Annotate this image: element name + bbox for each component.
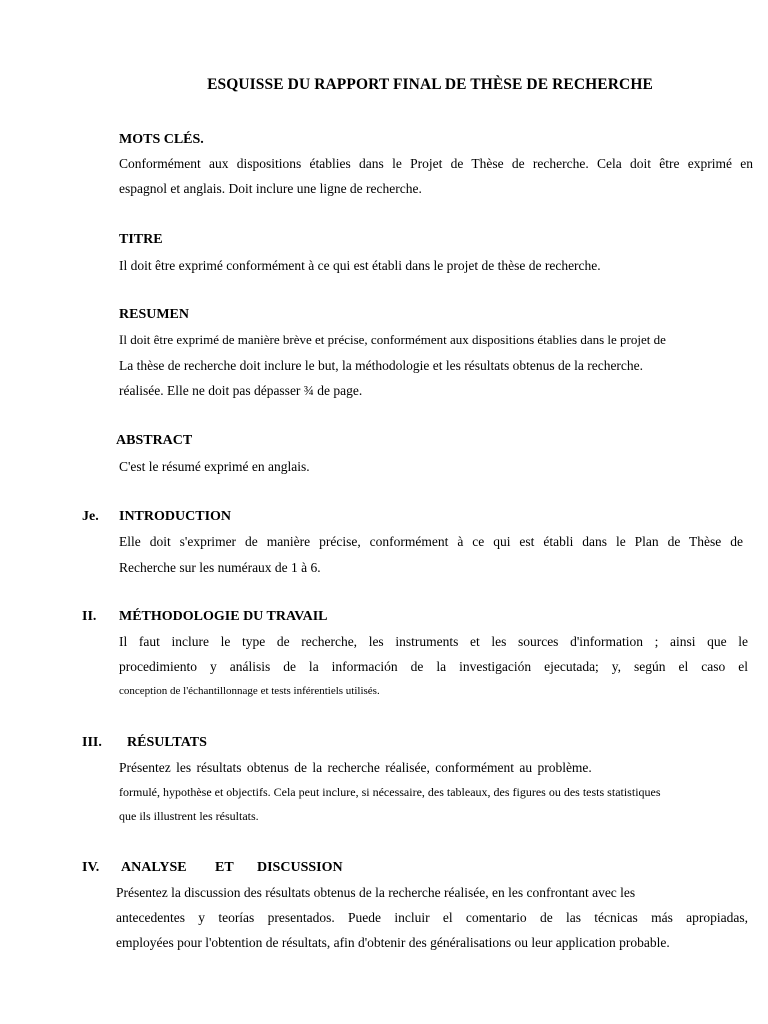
section-number: III. [82, 735, 102, 750]
paragraph-line: Il faut inclure le type de recherche, les instruments et les sources d'information ; ainsi que le [119, 634, 748, 649]
section-number: II. [82, 609, 97, 624]
section-heading-titre: TITRE [119, 232, 163, 247]
paragraph-line: procedimiento y análisis de la información de la investigación ejecutada; y, según el caso el [119, 659, 748, 674]
section-number: IV. [82, 860, 100, 875]
section-heading-discussion: DISCUSSION [257, 860, 343, 875]
paragraph-line: conception de l'échantillonnage et tests inférentiels utilisés. [119, 685, 380, 697]
section-heading-analyse: ANALYSE [121, 860, 187, 875]
paragraph-line: Il doit être exprimé de manière brève et précise, conformément aux dispositions établies dans le projet de [119, 332, 666, 347]
paragraph-line: formulé, hypothèse et objectifs. Cela peut inclure, si nécessaire, des tableaux, des figures ou des tests statistiques [119, 785, 661, 799]
section-heading-resumen: RESUMEN [119, 307, 190, 322]
paragraph-line: que ils illustrent les résultats. [119, 809, 259, 823]
paragraph-line: Conformément aux dispositions établies dans le Projet de Thèse de recherche. Cela doit être exprimé en [119, 156, 753, 171]
paragraph-line: Elle doit s'exprimer de manière précise, conformément à ce qui est établi dans le Plan de Thèse de [119, 534, 743, 549]
paragraph-line: Il doit être exprimé conformément à ce qui est établi dans le projet de thèse de recherche. [119, 258, 601, 273]
section-heading-resultats: RÉSULTATS [127, 735, 207, 750]
paragraph-line: La thèse de recherche doit inclure le but, la méthodologie et les résultats obtenus de la recherche. [119, 358, 644, 373]
paragraph-line: espagnol et anglais. Doit inclure une ligne de recherche. [119, 181, 422, 196]
paragraph-line: antecedentes y teorías presentados. Puede incluir el comentario de las técnicas más apropiadas, [116, 910, 748, 925]
paragraph-line: Présentez la discussion des résultats obtenus de la recherche réalisée, en les confrontant avec les [116, 885, 636, 900]
section-heading-mots-cles: MOTS CLÉS. [119, 132, 204, 147]
section-number: Je. [82, 509, 99, 524]
section-heading-abstract: ABSTRACT [116, 433, 193, 448]
section-heading-et: ET [215, 860, 234, 875]
paragraph-line: Recherche sur les numéraux de 1 à 6. [119, 560, 321, 575]
paragraph-line: Présentez les résultats obtenus de la recherche réalisée, conformément au problème. [119, 760, 592, 775]
paragraph-line: C'est le résumé exprimé en anglais. [119, 459, 310, 474]
paragraph-line: employées pour l'obtention de résultats, afin d'obtenir des généralisations ou leur application probable. [116, 935, 670, 950]
document-title: ESQUISSE DU RAPPORT FINAL DE THÈSE DE RECHERCHE [207, 76, 653, 93]
section-heading-methodologie: MÉTHODOLOGIE DU TRAVAIL [119, 609, 328, 624]
section-heading-introduction: INTRODUCTION [119, 509, 232, 524]
paragraph-line: réalisée. Elle ne doit pas dépasser ¾ de page. [119, 383, 363, 398]
